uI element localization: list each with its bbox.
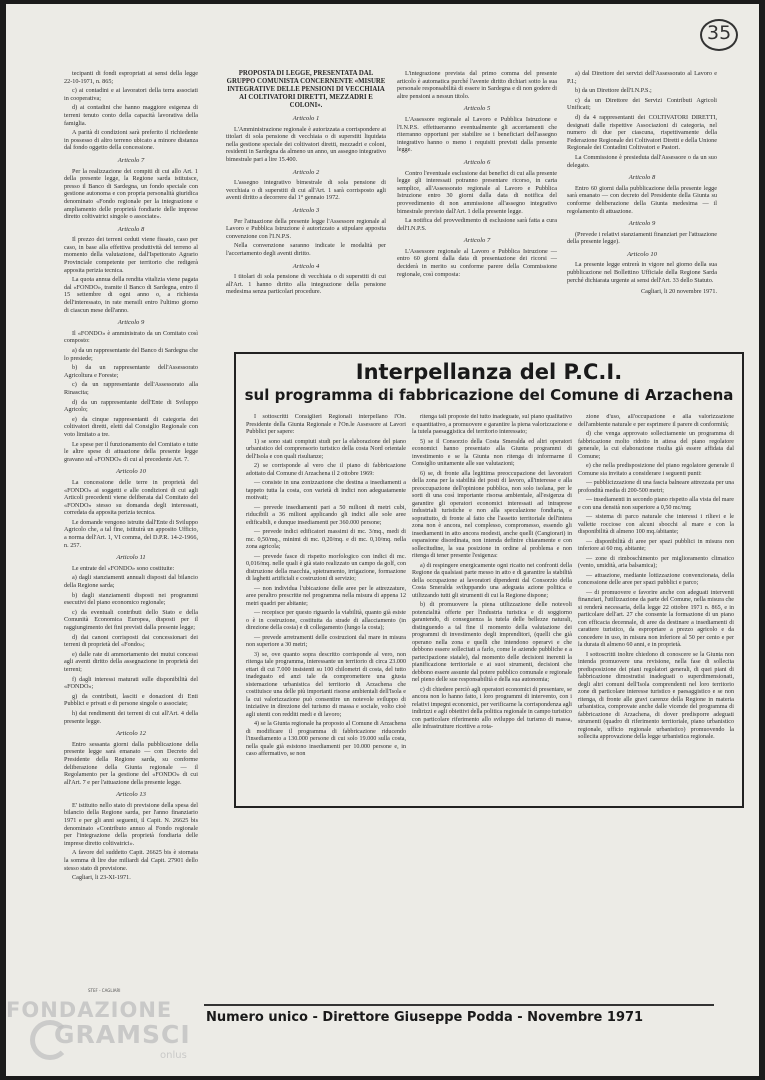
paragraph: L'integrazione prevista dal primo comma del presente articolo è automatica purché l'avente diritto dichiari sotto la sua personale responsabilità di essere in Sardegna e di non godere di altre pensioni a nessun titolo. [397,70,557,100]
paragraph: 1) se sono stati compiuti studi per la elaborazione del piano urbanistico del comprensorio turistico della costa Nord orientale dell'Isola e con quali risultanze; [246,438,406,460]
article-heading: Articolo 11 [116,554,146,562]
interpellanza-box [234,352,744,808]
paragraph: — pubblicizzazione di una fascia balneare attrezzata per una profondità media di 200-500 metri; [578,480,734,494]
paragraph: g) da contributi, lasciti e donazioni di Enti Pubblici e privati e di persone singole o associate; [64,692,198,708]
paragraph: d) da 4 rappresentanti dei COLTIVATORI DIRETTI, designati dalle rispettive Associazioni di categoria, nel numero di due per ciascuna, rispettivamente della Federazione Regionale dei Coltivatori Diretti e della Unione Regionale dei Contadini Coltivatori e Pastori. [567,113,717,152]
paragraph: a) dagli stanziamenti annuali disposti dal bilancio della Regione sarda; [64,574,198,590]
article-column-4 [567,70,717,360]
paragraph: f) dagli interessi maturati sulle disponibilità del «FONDO»; [64,675,198,691]
paragraph: — di promuovere e favorire anche con adeguati interventi finanziari, l'utilizzazione da parte del Comune, nella misura che si renderà necessaria, della legge 22 ottobre 1971 n. 865, e in particolare dell'art. 27 che consente la formazione di un piano con efficacia decennale, di aree da destinare a insediamenti di carattere turistico, da espropriare a prezzo agricolo e da concedere in uso, in misura non inferiore al 50 per cento e per la durata di almeno 60 anni, e in proprietà. [578,589,734,648]
paragraph: c) da un rappresentante dell'Assessorato alla Rinascita; [64,381,198,396]
paragraph: Il prezzo dei terreni ceduti viene fissato, caso per caso, in base alla effettiva produttività del terreno al momento della valutazione, dall'Ispettorato Agrario Provinciale competente per territorio che redigerà apposita perizia tecnica. [64,236,198,274]
paragraph: e) dalle rate di ammortamento dei mutui concessi agli aventi diritto della assegnazione in proprietà dei terreni; [64,650,198,673]
paragraph: — non individua l'ubicazione delle aree per le attrezzature, aree peraltro prescritte nel programma nella misura di appena 12 metri quadri per abitante; [246,585,406,607]
paragraph: — sistema di parco naturale che interessi i rilievi e le vallette rocciose con alcuni sbocchi al mare e con la disponibilità di almeno 100 mq./abitante; [578,514,734,535]
signature-date: Cagliari, li 20 novembre 1971. [641,288,717,296]
paragraph: b) da un Direttore dell'I.N.P.S.; [575,87,652,95]
paragraph: d) da un rappresentante dell'Ente di Sviluppo Agricolo; [64,398,198,414]
paragraph: 3) se, ove quanto sopra descritto corrisponde al vero, non ritenga tale programma, interessante un territorio di circa 23.000 ettari di cui 7.000 insistenti su 100 chilometri di costa, del tutto inadeguato ed anzi tale da compromettere una giusta sistemazione urbanistica del territorio di Arzachena che costituisce una delle più importanti risorse ambientali dell'Isola e la cui valorizzazione può consentire un notevole sviluppo di iniziative in direzione del turismo di massa e sociale, volto cioè agli utenti con redditi medi e di lavoro; [246,651,406,718]
paragraph: — disponibilità di aree per spazi pubblici in misura non inferiore ai 60 mq. abitante; [578,538,734,552]
paragraph: — zone di rimboschimento per miglioramento climatico (vento, umidità, aria balsamica); [578,555,734,569]
watermark-line-3: onlus [160,1050,187,1061]
paragraph: a) dal Direttore dei servizi dell'Assessorato al Lavoro e P.I.; [567,70,717,85]
article-heading: Articolo 10 [116,468,146,476]
paragraph: Nella convenzione saranno indicate le modalità per l'accertamento degli aventi diritto. [226,242,386,257]
paragraph: — insediamenti in secondo piano rispetto alla vista del mare e con una densità non superiore a 0,50 mc/mq; [578,497,734,511]
paragraph: I sottoscritti inoltre chiedono di conoscere se la Giunta non intenda promuovere una revisione, nella fase di sollecita predisposizione dei piani regolatori generali, di quei piani di fabbricazione dimostratisi inadeguati o superdimensionati, degli altri comuni dell'Isola comprendenti nel loro territorio zone di particolare interesse turistico e paesaggistico e se non ritenga, di fronte alle gravi carenze della Regione in materia urbanistica, comprovate anche dalle vicende del programma di fabbricazione di Arzachena, di dover predisporre adeguati strumenti (quadro di riferimento territoriale, piano urbanistico regionale, ufficio regionale urbanistico) promuovendo la sollecita approvazione della legge urbanistica regionale. [578,651,734,740]
paragraph: Entro sessanta giorni dalla pubblicazione della presente legge sarà emanato — con Decreto del Presidente della Regione sarda, su conforme deliberazione della Giunta regionale — il Regolamento per la gestione del «FONDO» di cui all'Art. 7 e per l'attuazione della presente legge. [64,740,198,786]
paragraph: b) di promuovere la piena utilizzazione delle notevoli potenzialità offerte per l'industria turistica e di soggiorno garantendo, di conseguenza la tutela delle bellezze naturali, distinguendo a tal fine il momento della valutazione dei programmi di investimento degli imprenditori, (quelli che già operano nella zona e quelli che intendono operarvi e che debbono essere sollecitati a farlo, come le aziende pubbliche e a partecipazione statale), dal momento delle decisioni inerenti la pianificazione territoriale e ai suoi strumenti, decisioni che debbono essere assunte dal potere pubblico comunale e regionale nel pieno delle sue responsabilità e della sua autonomia; [412,602,572,683]
paragraph: Per l'attuazione della presente legge l'Assessore regionale al Lavoro e Pubblica Istruzione è autorizzato a stipulare apposita convenzione con l'I.N.P.S. [226,217,386,240]
paragraph: b) dagli stanziamenti disposti nei programmi esecutivi del piano economico regionale; [64,591,198,607]
paragraph: La concessione delle terre in proprietà del «FONDO» ai soggetti e alle condizioni di cui agli Articoli precedenti viene deliberata dal Comitato del «FONDO» stesso su domanda degli interessati, corredata da apposita perizia tecnica. [64,478,198,517]
paragraph: Le spese per il funzionamento del Comitato e tutte le altre spese di attuazione della presente legge gravano sul «FONDO» di cui al precedente Art. 7. [64,440,198,463]
paragraph: A parità di condizioni sarà preferito il richiedente in possesso di altro terreno ubicato a minore distanza dal fondo oggetto della concessione. [64,129,198,152]
paragraph: d) dai canoni corrisposti dai concessionari dei terreni di proprietà del «Fondo»; [64,633,198,649]
paragraph: d) che venga approvato sollecitamente un programma di fabbricazione molto ridotto in attesa del piano regolatore generale, la cui elaborazione risulta già essere affidata dal Comune; [578,431,734,460]
article-heading: Articolo 9 [628,220,656,228]
article-column-3 [397,70,557,360]
interpellanza-title: Interpellanza del P.C.I. [355,360,623,384]
paragraph: — attuazione, mediante lottizzazione convenzionata, della concessione delle aree per spazi pubblici e parco; [578,572,734,586]
footer-masthead: Numero unico - Direttore Giuseppe Podda - Novembre 1971 [206,1010,644,1025]
paragraph: La quota annua della rendita vitalizia viene pagata dal «FONDO», tramite il Banco di Sardegna, entro il 15 settembre di ogni anno o, a richiesta dell'interessato, in rate mensili entro l'ultimo giorno di ciascun mese dell'anno. [64,276,198,314]
paragraph: tecipanti di fondi espropriati ai sensi della legge 22-10-1971, n. 865; [64,70,198,85]
paragraph: h) dai rendimenti dei terreni di cui all'Art. 4 della presente legge. [64,709,198,725]
paragraph: I sottoscritti Consiglieri Regionali interpellano l'On. Presidente della Giunta Regionale e l'On.le Assessore ai Lavori Pubblici per sapere: [246,414,406,435]
paragraph: L'Assessore regionale al Lavoro e Pubblica Istruzione — entro 60 giorni dalla data di presentazione dei ricorsi — deciderà in merito su conforme parere della Commissione regionale, così composta: [397,247,557,278]
footer-rule [204,1004,714,1006]
newspaper-page [6,4,759,1076]
article-column-1 [64,70,198,882]
article-heading: Articolo 8 [628,174,656,182]
paragraph: Entro 60 giorni dalla pubblicazione della presente legge sarà emanato — con decreto del Presidente della Giunta su conforme deliberazione della Giunta medesima — il regolamento di attuazione. [567,184,717,215]
paragraph: E' istituito nello stato di previsione della spesa del bilancio della Regione sarda, per l'anno finanziario 1971 e per gli anni seguenti, il Capit. N. 26625 bis denominato «Contributo annuo al Fondo regionale per l'integrazione della proprietà fondiaria delle imprese diretto coltivatrici». [64,801,198,847]
interpellanza-column-2 [412,414,572,799]
article-heading: Articolo 9 [117,319,145,327]
paragraph: a) da un rappresentante del Banco di Sardegna che lo presiede; [64,347,198,362]
paragraph: c) ai contadini e ai lavoratori della terra associati in cooperativa; [64,87,198,102]
paragraph: Per la realizzazione dei compiti di cui allo Art. 1 della presente legge, la Regione sarda istituisce, presso il Banco di Sardegna, un fondo speciale con gestione autonoma e con propria personalità giuridica denominato «Fondo regionale per la integrazione e ampliamento delle proprietà fondiarie delle imprese diretto coltivatrici singole o associate». [64,167,198,221]
paragraph: zione d'uso, all'occupazione e alla valorizzazione dell'ambiente naturale e per esprimere il parere di conformità; [578,414,734,428]
paragraph: — prevede indici edificatori massimi di mc. 3/mq., medi di mc. 0,50/mq., minimi di mc. 0,20/mq. e di mc. 0,10/mq. nella zona agricola; [246,529,406,550]
paragraph: L'Assessore regionale al Lavoro e Pubblica Istruzione e l'I.N.P.S. effettueranno eventualmente gli accertamenti che riterranno opportuni per stabilire se i beneficiari dell'assegno integrativo hanno o meno i requisiti previsti dalla presente legge. [397,115,557,154]
interpellanza-column-3 [578,414,734,799]
paragraph: — prevede arretramenti delle costruzioni dal mare in misura non superiore a 30 metri; [246,634,406,648]
paragraph: b) da un rappresentante dell'Assessorato Agricoltura e Foreste; [64,364,198,379]
paragraph: — recepisce per questo riguardo la viabilità, quanto già esiste o è in costruzione, costituita da strade di allacciamento (in direzione della costa) e di collegamento (lungo la costa); [246,610,406,631]
paragraph: Il «FONDO» è amministrato da un Comitato così composto: [64,329,198,345]
paragraph: Contro l'eventuale esclusione dai benefici di cui alla presente legge gli interessati potranno presentare ricorso, in carta semplice, all'Assessorato regionale al Lavoro e Pubblica Istruzione entro 30 giorni dalla data di notifica del provvedimento di non ammissione all'assegno integrativo bimestrale previsto dall'Art. 1 della presente legge. [397,169,557,215]
paragraph: La notifica del provvedimento di esclusione sarà fatta a cura dell'I.N.P.S. [397,217,557,232]
paragraph: Le domande vengono istruite dall'Ente di Sviluppo Agricolo che, a tal fine, istituirà un apposito Ufficio, a norma dell'Art. 1, VI comma, del D.P.R. 14-2-1966, n. 257. [64,518,198,549]
article-heading: Articolo 6 [463,158,491,166]
article-heading: Articolo 3 [292,206,320,214]
interpellanza-column-1 [246,414,406,799]
paragraph: e) che nella predisposizione del piano regolatore generale il Comune sia invitato a considerare i seguenti punti: [578,463,734,477]
paragraph: 5) se il Consorzio della Costa Smeralda ed altri operatori economici hanno presentato alla Giunta programmi di investimento e se la Giunta non ritenga di informarne il Consiglio unitamente alle sue valutazioni; [412,438,572,467]
article-heading: Articolo 5 [463,105,491,113]
paragraph: 6) se, di fronte alla legittima preoccupazione dei lavoratori della zona per la stabilità dei posti di lavoro, all'interesse e alla preoccupazione dell'opinione pubblica, non solo isolana, per le sorti di una così importante risorsa ambientale, all'esigenza di garantire gli operatori economici interessati ad intraprese industriali turistiche e non alla speculazione fondiaria, e soprattutto, di fronte al fatto che l'assetto territoriale dell'intera zona non è ancora, nel complesso, compromesso, essendo gli insediamenti in atto ancora modesti, anche quelli (Cangiorari) in espansione disordinata, non intenda definire chiaramente e con sollecitudine, la sua posizione in ordine al problema e non ritenga di tener presente l'esigenza: [412,470,572,559]
paragraph: c) da eventuali contributi dello Stato e della Comunità Economica Europea, disposti per il raggiungimento dei fini previsti dalla presente legge; [64,608,198,631]
paragraph: Cagliari, li 23-XI-1971. [72,874,131,882]
page-number: 35 [707,22,732,44]
paragraph: a) di respingere energicamente ogni ricatto nei confronti della Regione da qualsiasi parte messo in atto e di garantire la stabilità della occupazione ai lavoratori dipendenti dal Consorzio della Costa Smeralda sviluppando una adeguata azione politica e utilizzando tutti gli strumenti di cui la Regione dispone; [412,562,572,599]
paragraph: 2) se corrisponde al vero che il piano di fabbricazione adottato dal Comune di Arzachena il 2 ottobre 1969: [246,463,406,477]
paragraph: d) ai contadini che hanno maggiore esigenza di terreni tenuto conto della capacità lavorativa della famiglia. [64,104,198,127]
paragraph: e) da cinque rappresentanti di categoria dei coltivatori diretti, eletti dal Consiglio Regionale con voto limitato a tre. [64,415,198,438]
article-heading: Articolo 8 [117,225,145,233]
printer-imprint: STEF - CAGLIARI [88,988,121,993]
watermark-line-1: FONDAZIONE [6,998,173,1022]
paragraph: c) da un Direttore dei Servizi Contributi Agricoli Unificati; [567,96,717,112]
article-heading: Articolo 4 [292,262,320,270]
article-heading: Articolo 13 [116,791,146,799]
paragraph: ritenga tali proposte del tutto inadeguate, sul piano qualitativo e quantitativo, a promuovere e garantire la piena valorizzazione e la tutela paesaggistica del territorio interessato; [412,414,572,435]
paragraph: La presente legge entrerà in vigore nel giorno della sua pubblicazione nel Bollettino Ufficiale della Regione Sarda perché dichiarata urgente ai sensi dell'Art. 33 dello Statuto. [567,261,717,284]
bill-title: PROPOSTA DI LEGGE, PRESENTATA DAL GRUPPO COMUNISTA CONCERNENTE «MISURE INTEGRATIVE DELLE PENSIONI DI VECCHIAIA AI COLTIVATORI DIRETTI, MEZZADRI E COLONI». [226,70,386,109]
article-column-2 [226,70,386,360]
article-heading: Articolo 7 [117,156,145,164]
paragraph: La Commissione è presieduta dall'Assessore o da un suo delegato. [567,153,717,169]
paragraph: c) di chiedere perciò agli operatori economici di presentare, se ancora non lo hanno fatto, i loro programmi di intervento, con i relativi impegni economici, per verificarne la corrispondenza agli indirizzi e agli obiettivi della politica regionale in campo turistico con particolare riferimento allo sviluppo del turismo di massa, alle infrastrutture ricettive a rota- [412,686,572,730]
paragraph: 4) se la Giunta regionale ha proposto al Comune di Arzachena di modificare il programma di fabbricazione riducendo l'insediamento a 130.000 persone di cui solo 19.000 sulla costa, nella quale già esistono insediamenti per 10.000 persone e, in caso affermativo, se non [246,721,406,757]
interpellanza-subtitle: sul programma di fabbricazione del Comune di Arzachena [244,386,734,404]
paragraph: — prevede insediamenti pari a 50 milioni di metri cubi, riducibili a 36 milioni applicando gli indici alle sole aree edificabili, e dunque insediamenti per 360.000 persone; [246,504,406,526]
paragraph: (Prevede i relativi stanziamenti finanziari per l'attuazione della presente legge). [567,230,717,246]
paragraph: L'Amministrazione regionale è autorizzata a corrispondere ai titolari di sola pensione di vecchiaia o di superstiti liquidata nella gestione speciale dei coltivatori diretti, mezzadri e coloni, residenti in Sardegna da almeno un anno, un assegno integrativo bimestrale pari a lire 15.400. [226,125,386,163]
article-heading: Articolo 12 [116,730,146,738]
paragraph: L'assegno integrativo bimestrale di sola pensione di vecchiaia o di superstiti di cui all'Art. 1 sarà corrisposto agli aventi diritto a decorrere dal 1° gennaio 1972. [226,179,386,202]
paragraph: — prevede fasce di rispetto morfologico con indici di mc. 0,016/mq. nelle quali è già stato realizzato un campo da golf, con distruzione della macchia, spietramento, irrigazione, formazione di laghetti artificiali e costruzioni di servizio; [246,553,406,582]
article-heading: Articolo 10 [627,250,657,258]
paragraph: A favore del suddetto Capit. 26625 bis è stornata la somma di lire due miliardi dal Capit. 27901 dello stesso stato di previsione. [64,849,198,872]
paragraph: Le entrate del «FONDO» sono costituite: [72,564,175,572]
paragraph: I titolari di sola pensione di vecchiaia o di superstiti di cui all'Art. 1 hanno diritto alla integrazione della pensione medesima senza particolari procedure. [226,273,386,296]
article-heading: Articolo 2 [292,168,320,176]
watermark-line-2: GRAMSCI [54,1020,191,1049]
article-heading: Articolo 7 [463,237,491,245]
paragraph: — consiste in una zonizzazione che destina a insediamenti a tappeto tutta la costa, con varietà di indici non adeguatamente motivati; [246,480,406,501]
article-heading: Articolo 1 [292,115,320,122]
